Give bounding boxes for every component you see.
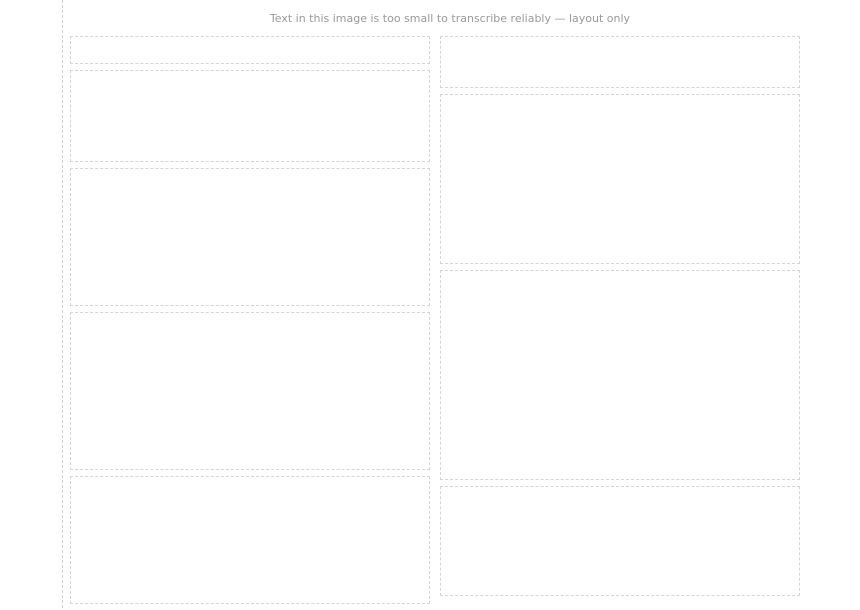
section-3-area bbox=[70, 312, 430, 470]
section-5-area bbox=[440, 270, 800, 480]
section-5-options-area bbox=[440, 486, 800, 596]
right-column bbox=[440, 36, 800, 602]
left-column bbox=[70, 36, 430, 610]
transcription-notice: Text in this image is too small to transcribe reliably — layout only bbox=[269, 12, 631, 25]
exam-title-area bbox=[70, 36, 430, 64]
section-1-area bbox=[70, 70, 430, 162]
section-4-continued-area bbox=[440, 36, 800, 88]
section-2-area bbox=[70, 168, 430, 306]
binding-margin bbox=[0, 0, 63, 608]
section-4-options-area bbox=[440, 94, 800, 264]
section-4-area bbox=[70, 476, 430, 604]
